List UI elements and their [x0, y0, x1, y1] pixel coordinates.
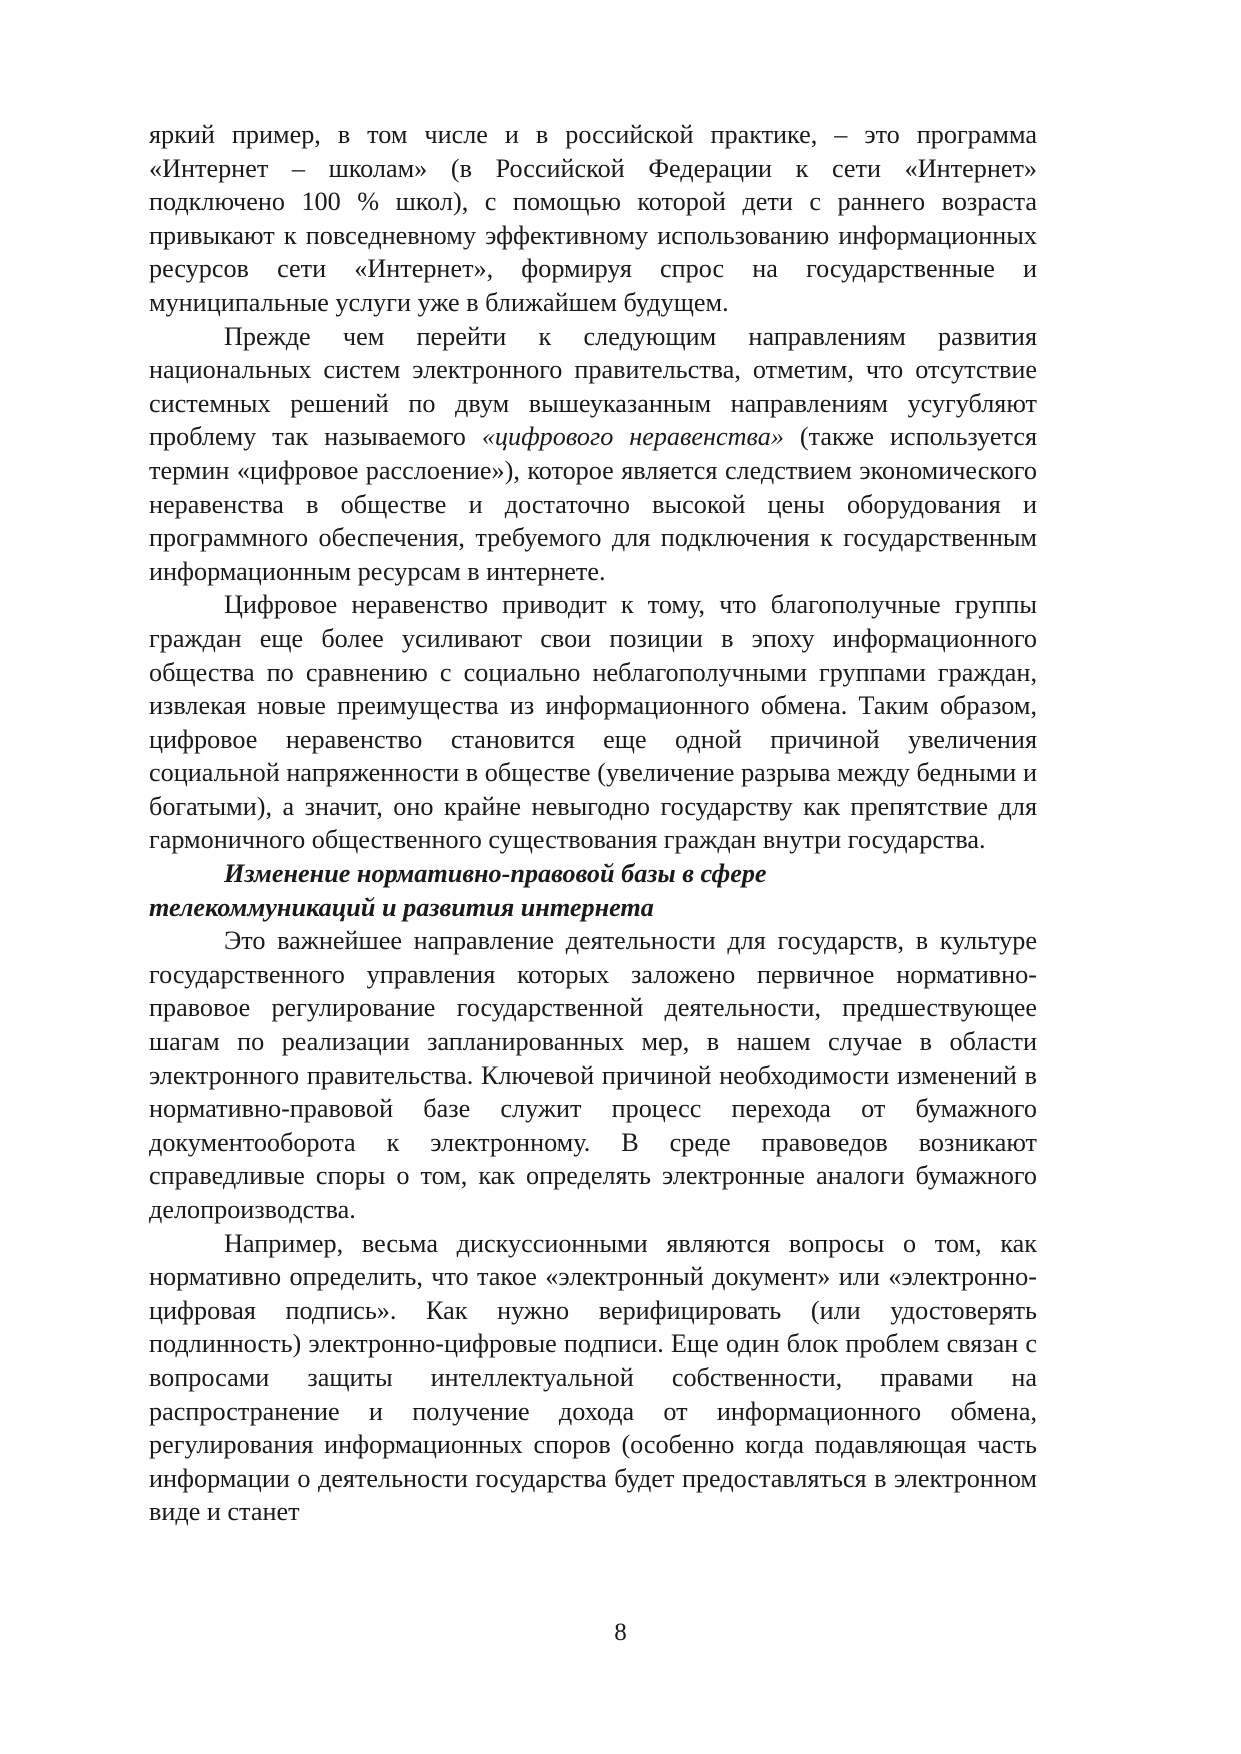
- paragraph-1: яркий пример, в том числе и в российской практике, – это программа «Интернет – школам» (в Российской Федерации к сети «Интернет» подключено 100 % школ), с помощью которой дети с раннего возраста привыкают к повседневному эффективному использованию информационных ресурсов сети «Интернет», формируя спрос на государственные и муниципальные услуги уже в ближайшем будущем.: [149, 120, 1037, 317]
- paragraph-5: Например, весьма дискуссионными являются вопросы о том, как нормативно определить, что такое «электронный документ» или «электронно-цифровая подпись». Как нужно верифицировать (или удостоверять подлинность) электронно-цифровые подписи. Еще один блок проблем связан с вопросами защиты интеллектуальной собственности, правами на распространение и получение дохода от информационного обмена, регулирования информационных споров (особенно когда подавляющая часть информации о деятельности государства будет предоставляться в электронном виде и станет: [149, 1228, 1037, 1527]
- section-heading: [149, 857, 1037, 924]
- paragraph-2: [149, 320, 1037, 589]
- paragraph-2-text-end: (также используется термин «цифровое расслоение»), которое является следствием экономического неравенства в обществе и достаточно высокой цены оборудования и программного обеспечения, требуемого для подключения к государственным информационным ресурсам в интернете.: [149, 422, 1037, 586]
- document-body: [149, 118, 1037, 1529]
- paragraph-3: Цифровое неравенство приводит к тому, что благополучные группы граждан еще более усиливают свои позиции в эпоху информационного общества по сравнению с социально неблагополучными группами граждан, извлекая новые преимущества из информационного обмена. Таким образом, цифровое неравенство становится еще одной причиной увеличения социальной напряженности в обществе (увеличение разрыва между бедными и богатыми), а значит, оно крайне невыгодно государству как препятствие для гармоничного общественного существования граждан внутри государства.: [149, 590, 1037, 855]
- paragraph-2-italic-term: «цифрового неравенства»: [481, 422, 784, 452]
- section-heading-line-1: Изменение нормативно-правовой базы в сфере: [224, 859, 767, 889]
- page-number: 8: [614, 1619, 627, 1646]
- paragraph-2-text-start: Прежде чем перейти к следующим направлениям развития национальных систем электронного правительства, отметим, что отсутствие системных решений по двум вышеуказанным направлениям усугубляют проблему так называемого: [149, 321, 1037, 452]
- paragraph-4: Это важнейшее направление деятельности для государств, в культуре государственного управления которых заложено первичное нормативно-правовое регулирование государственной деятельности, предшествующее шагам по реализации запланированных мер, в нашем случае в области электронного правительства. Ключевой причиной необходимости изменений в нормативно-правовой базе служит процесс перехода от бумажного документооборота к электронному. В среде правоведов возникают справедливые споры о том, как определять электронные аналоги бумажного делопроизводства.: [149, 926, 1037, 1224]
- section-heading-line-2: телекоммуникаций и развития интернета: [149, 892, 654, 922]
